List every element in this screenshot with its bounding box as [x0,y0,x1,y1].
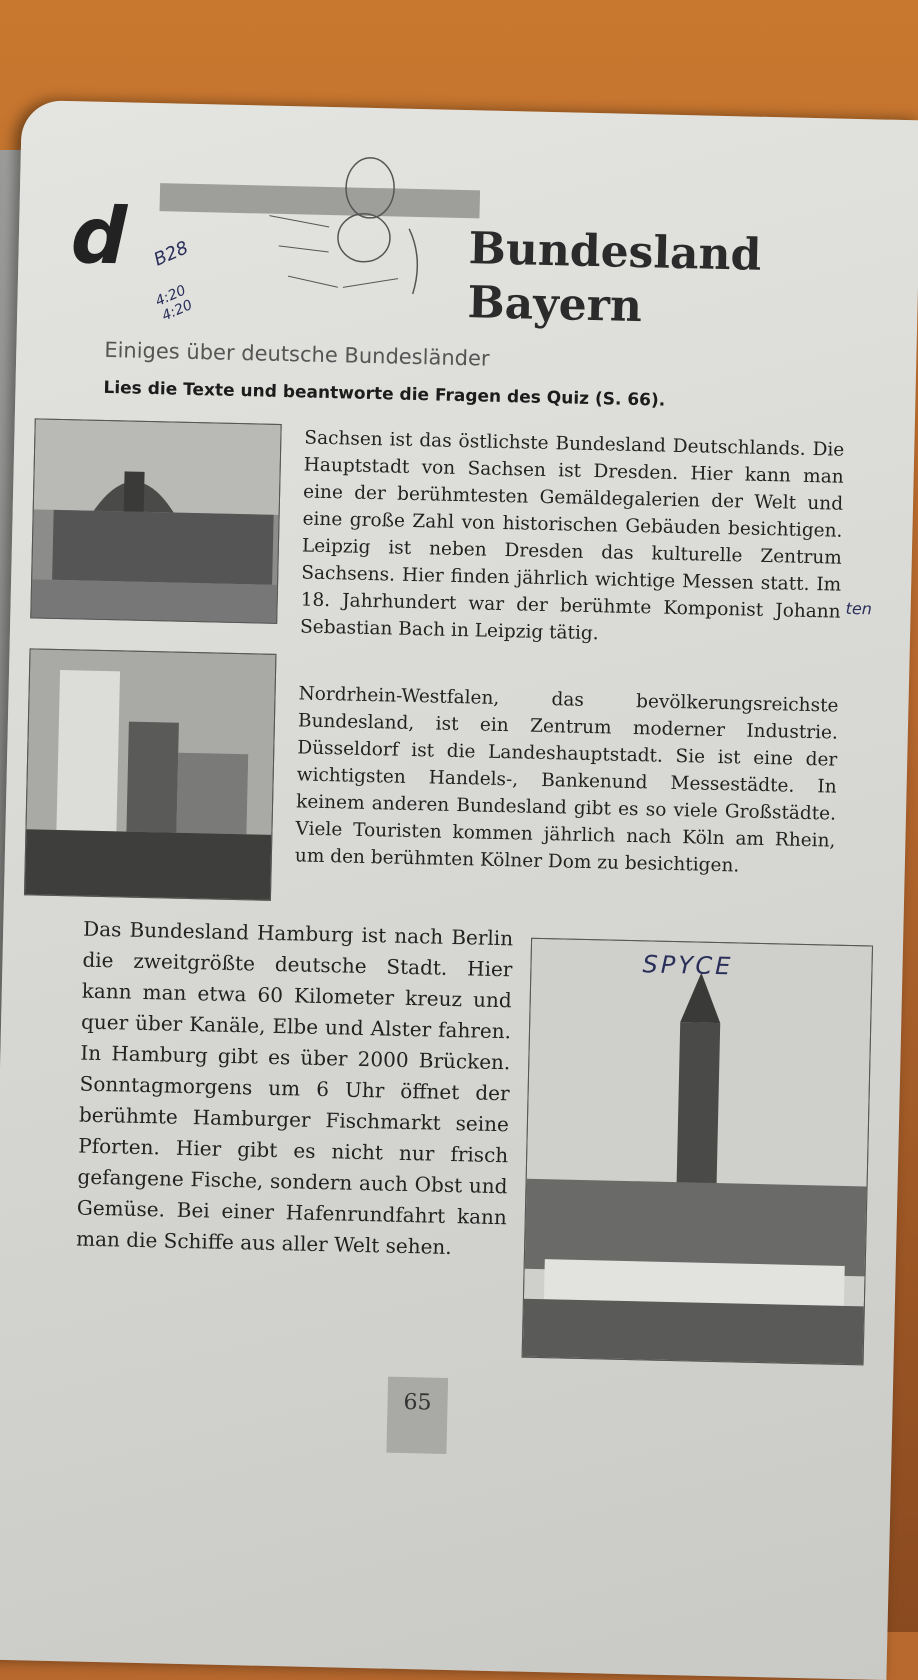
page-number: 65 [386,1377,448,1454]
photo-hamburg-michel [522,938,873,1366]
handwritten-spyce: SPYCE [642,950,734,981]
photo-dresden-zwinger [30,418,281,624]
textbook-page [0,100,918,1680]
photo-duesseldorf-harbour [24,648,277,901]
handwritten-notes: 4:20 4:20 [153,282,195,325]
subtitle: Einiges über deutsche Bundesländer [104,337,490,371]
instruction: Lies die Texte und beantworte die Fragen des Quiz (S. 66). [103,377,666,411]
title-line-1: Bundesland [468,223,762,281]
handwritten-ten: ten [845,598,873,619]
pencil-scribble-icon [247,125,451,309]
paragraph-hamburg: Das Bundesland Hamburg ist nach Berlin die zweitgrößte deutsche Stadt. Hier kann man etwa 60 Kilometer kreuz und quer über Kanäle, Elbe und Alster fahren. In Hamburg gibt es über 2000 Brücken. Sonntagmorgens um 6 Uhr öffnet der berühmte Hamburger Fischmarkt seine Pforten. Hier gibt es nicht nur frisch gefangene Fische, sondern auch Obst und Gemüse. Bei einer Hafenrundfahrt kann man die Schiffe aus aller Welt sehen. [75,916,514,1260]
title-line-2: Bayern [466,277,643,333]
handwritten-b28: B28 [150,237,192,271]
paragraph-sachsen: Sachsen ist das östlichste Bundesland Deutschlands. Die Hauptstadt von Sachsen ist Dresden. Hier kann man eine der berühmtesten Gemäldegalerien der Welt und eine große Zahl von historischen Gebäuden besichtigen. Leipzig ist neben Dresden das kulturelle Zentrum Sachsens. Hier finden jährlich wichtige Messen statt. Im 18. Jahrhundert war der berühmte Komponist Johann Sebastian Bach in Leipzig tätig. [299,427,845,645]
section-letter: d [69,191,128,283]
page-title [467,222,829,338]
paragraph-nrw: Nordrhein-Westfalen, das bevölkerungsreichste Bundesland, ist ein Zentrum moderner Industrie. Düsseldorf ist die Landeshauptstadt. Sie ist eine der wichtigsten Handels-, Bankenund Messestädte. In keinem anderen Bundesland gibt es so viele Großstädte. Viele Touristen kommen jährlich nach Köln am Rhein, um den berühmten Kölner Dom zu besichtigen. [294,683,839,877]
